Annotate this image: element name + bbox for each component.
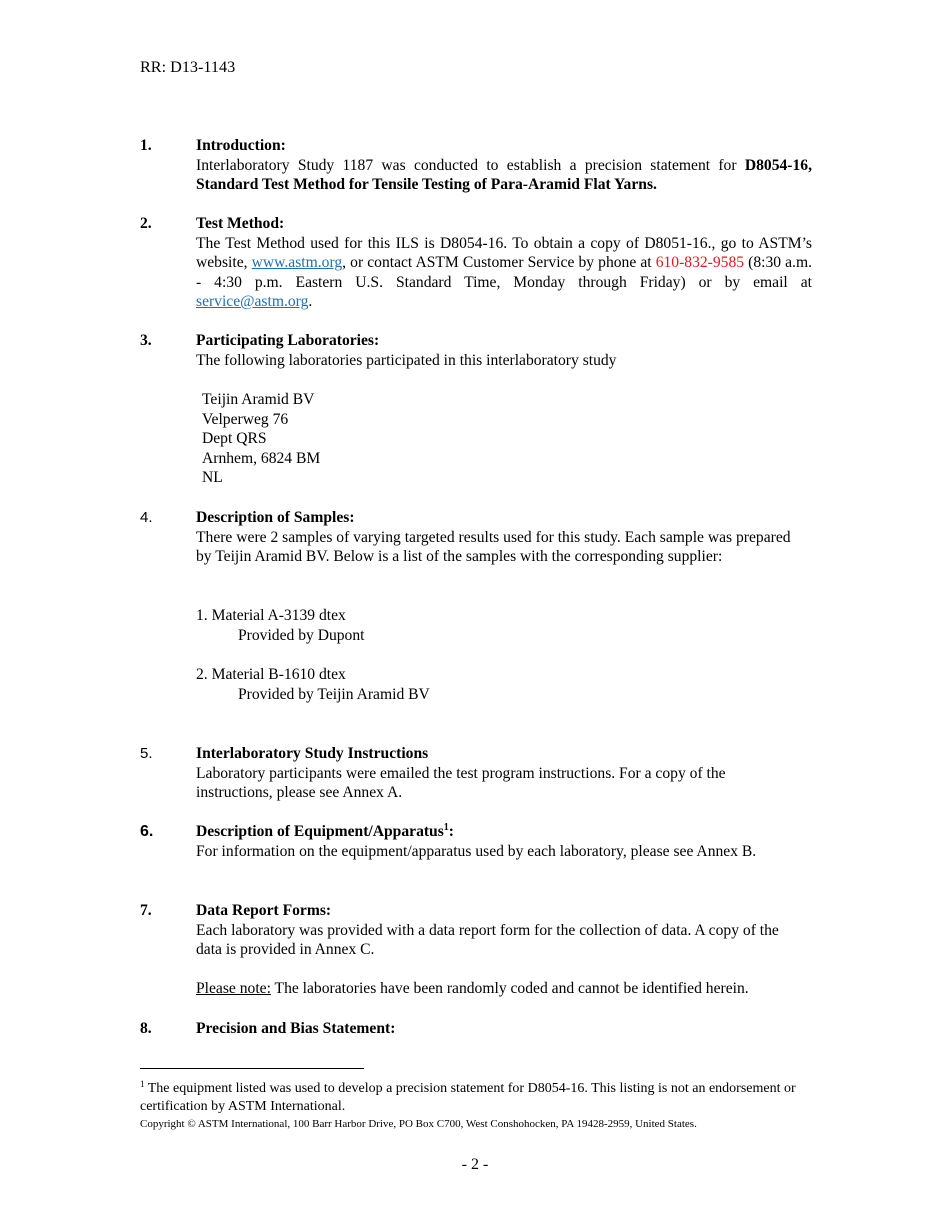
section-4-number: 4. xyxy=(140,509,153,526)
section-3-text: The following laboratories participated in this interlaboratory study xyxy=(196,351,617,369)
section-4-title: Description of Samples: xyxy=(196,509,355,526)
section-2 xyxy=(196,214,812,312)
section-8-number: 8. xyxy=(140,1020,152,1037)
section-2-number: 2. xyxy=(140,215,152,232)
section-2-text-d: . xyxy=(308,293,313,310)
address-line: Velperweg 76 xyxy=(202,410,289,428)
section-3-title: Participating Laboratories: xyxy=(196,332,380,349)
section-7-note xyxy=(196,979,812,999)
address-line: Dept QRS xyxy=(202,430,267,447)
sample-label: 1. Material A-3139 dtex xyxy=(196,607,346,624)
section-7 xyxy=(196,901,812,999)
section-8 xyxy=(196,1019,812,1039)
section-2-title: Test Method: xyxy=(196,215,285,232)
footnote-mark: 1 xyxy=(140,1079,145,1089)
section-6-number: 6. xyxy=(140,823,154,840)
section-7-number: 7. xyxy=(140,902,152,919)
sample-label: 2. Material B-1610 dtex xyxy=(196,666,346,683)
section-3 xyxy=(196,331,812,370)
section-7-title: Data Report Forms: xyxy=(196,902,332,919)
section-3-number: 3. xyxy=(140,332,152,349)
section-1-body xyxy=(196,156,812,195)
section-5-text: Laboratory participants were emailed the test program instructions. For a copy of the instructions, please see Annex A. xyxy=(196,764,726,801)
section-6-title-text: Description of Equipment/Apparatus xyxy=(196,823,444,840)
section-2-text-a: The Test Method used for this ILS is D8054-16. To obtain a copy of D8051-16., go to ASTM’s website, xyxy=(196,234,812,271)
service-email-link[interactable]: service@astm.org xyxy=(196,293,309,310)
note-label: Please note: xyxy=(196,980,271,997)
section-5 xyxy=(196,744,812,803)
sample-item xyxy=(196,606,364,645)
section-5-number: 5. xyxy=(140,745,153,762)
section-4-text: There were 2 samples of varying targeted results used for this study. Each sample was prepared by Teijin Aramid BV. Below is a list of the samples with the corresponding supplier: xyxy=(196,528,791,565)
section-1-number: 1. xyxy=(140,137,152,154)
note-text: The laboratories have been randomly coded and cannot be identified herein. xyxy=(270,980,749,997)
section-6-text: For information on the equipment/apparatus used by each laboratory, please see Annex B. xyxy=(196,842,757,860)
copyright-notice: Copyright © ASTM International, 100 Barr Harbor Drive, PO Box C700, West Conshohocken, PA 19428-2959, United States. xyxy=(140,1118,697,1130)
section-5-title: Interlaboratory Study Instructions xyxy=(196,745,429,762)
section-4 xyxy=(196,508,812,567)
address-line: NL xyxy=(202,469,223,486)
section-8-title: Precision and Bias Statement: xyxy=(196,1020,396,1037)
customer-service-phone: 610-832-9585 xyxy=(655,254,745,271)
sample-provider: Provided by Teijin Aramid BV xyxy=(238,685,430,703)
section-6-title-colon: : xyxy=(448,823,454,840)
section-2-text-c: (8:30 a.m. - 4:30 p.m. Eastern U.S. Standard Time, Monday through Friday) or by email at xyxy=(196,254,812,291)
footnote-text: The equipment listed was used to develop a precision statement for D8054-16. This listing is not an endorsement or certification by ASTM International. xyxy=(140,1081,796,1114)
section-1-text: Interlaboratory Study 1187 was conducted to establish a precision statement for xyxy=(196,156,745,174)
address-line: Teijin Aramid BV xyxy=(202,391,315,408)
page-number: - 2 - xyxy=(461,1156,489,1173)
section-2-body xyxy=(196,234,812,312)
document-reference-header: RR: D13-1143 xyxy=(140,58,236,76)
footnote-divider xyxy=(140,1068,364,1069)
sample-provider: Provided by Dupont xyxy=(238,626,365,644)
footnote-reference[interactable]: 1 xyxy=(443,822,449,833)
astm-website-link[interactable]: www.astm.org xyxy=(251,254,343,271)
address-line: Arnhem, 6824 BM xyxy=(202,449,321,467)
footnote xyxy=(140,1080,800,1116)
section-1-title: Introduction: xyxy=(196,137,286,154)
section-7-text: Each laboratory was provided with a data report form for the collection of data. A copy of the data is provided in Annex C. xyxy=(196,921,779,958)
section-6 xyxy=(196,822,812,861)
section-2-text-b: , or contact ASTM Customer Service by phone at xyxy=(342,254,656,271)
laboratory-address xyxy=(202,390,320,488)
standard-title: D8054-16, Standard Test Method for Tensile Testing of Para-Aramid Flat Yarns. xyxy=(196,156,812,193)
sample-item xyxy=(196,665,430,704)
section-1 xyxy=(196,136,812,195)
section-6-title xyxy=(196,822,812,842)
